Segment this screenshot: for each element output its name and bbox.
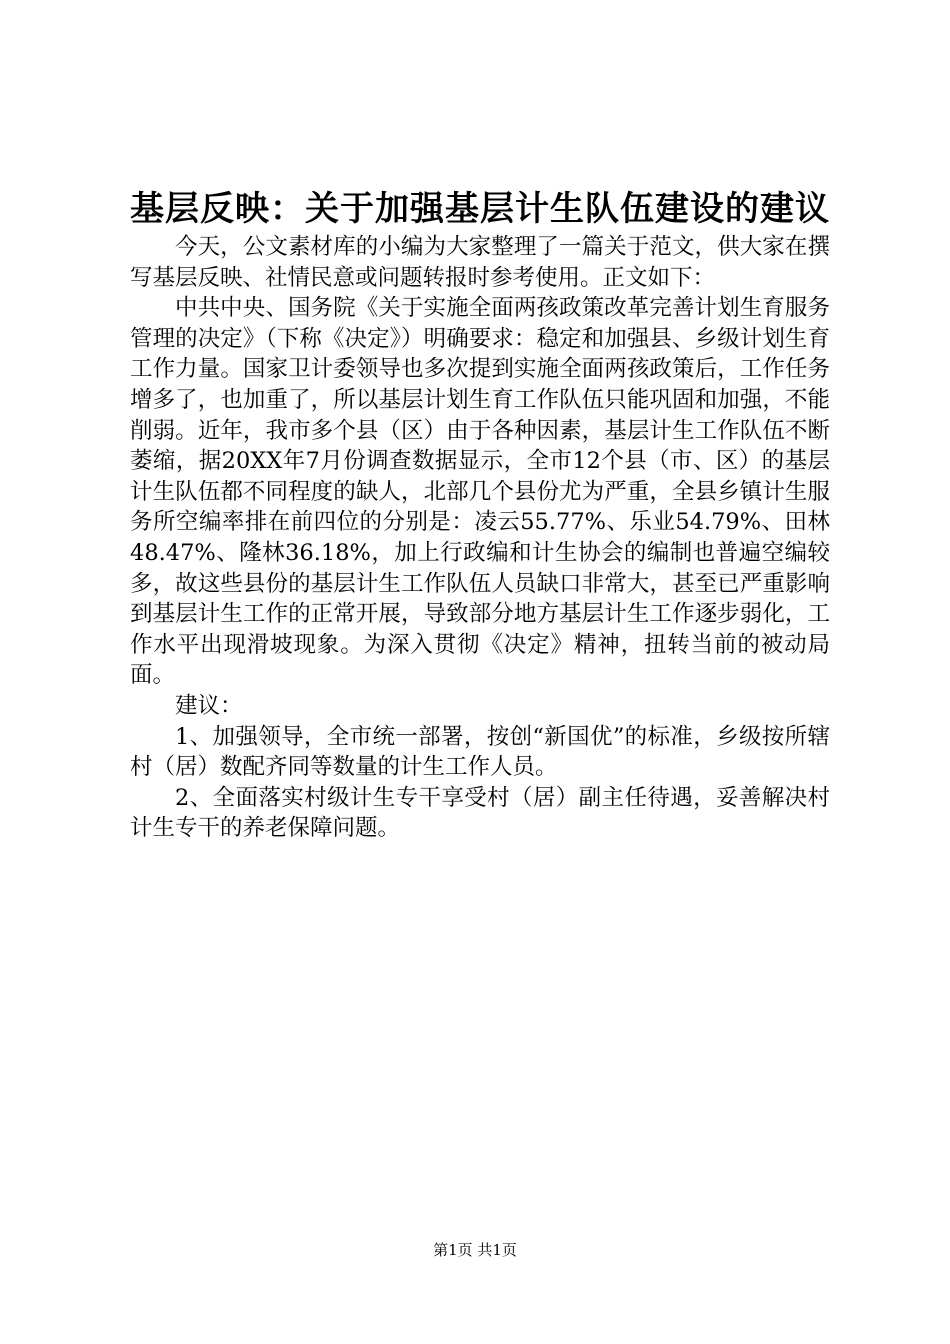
background-paragraph: 中共中央、国务院《关于实施全面两孩政策改革完善计划生育服务管理的决定》（下称《决定》）明确要求：稳定和加强县、乡级计划生育工作力量。国家卫计委领导也多次提到实施全面两孩政策后，工作任务增多了，也加重了，所以基层计划生育工作队伍只能巩固和加强，不能削弱。近年，我市多个县（区）由于各种因素，基层计生工作队伍不断萎缩，据20XX年7月份调查数据显示，全市12个县（市、区）的基层计生队伍都不同程度的缺人，北部几个县份尤为严重，全县乡镇计生服务所空编率排在前四位的分别是：凌云55.77%、乐业54.79%、田林48.47%、隆林36.18%，加上行政编和计生协会的编制也普遍空编较多，故这些县份的基层计生工作队伍人员缺口非常大，甚至已严重影响到基层计生工作的正常开展，导致部分地方基层计生工作逐步弱化，工作水平出现滑坡现象。为深入贯彻《决定》精神，扭转当前的被动局面。 (130, 295, 830, 689)
document-body (130, 232, 830, 844)
suggestion-heading: 建议： (175, 692, 243, 719)
suggestion-item-1: 1、加强领导，全市统一部署，按创“新国优”的标准，乡级按所辖村（居）数配齐同等数量的计生工作人员。 (130, 723, 830, 781)
intro-paragraph: 今天，公文素材库的小编为大家整理了一篇关于范文，供大家在撰写基层反映、社情民意或问题转报时参考使用。正文如下： (130, 234, 830, 291)
suggestion-item-2: 2、全面落实村级计生专干享受村（居）副主任待遇，妥善解决村计生专干的养老保障问题。 (130, 784, 830, 842)
document-title: 基层反映：关于加强基层计生队伍建设的建议 (130, 189, 830, 229)
page-number-footer: 第1页 共1页 (433, 1241, 517, 1259)
